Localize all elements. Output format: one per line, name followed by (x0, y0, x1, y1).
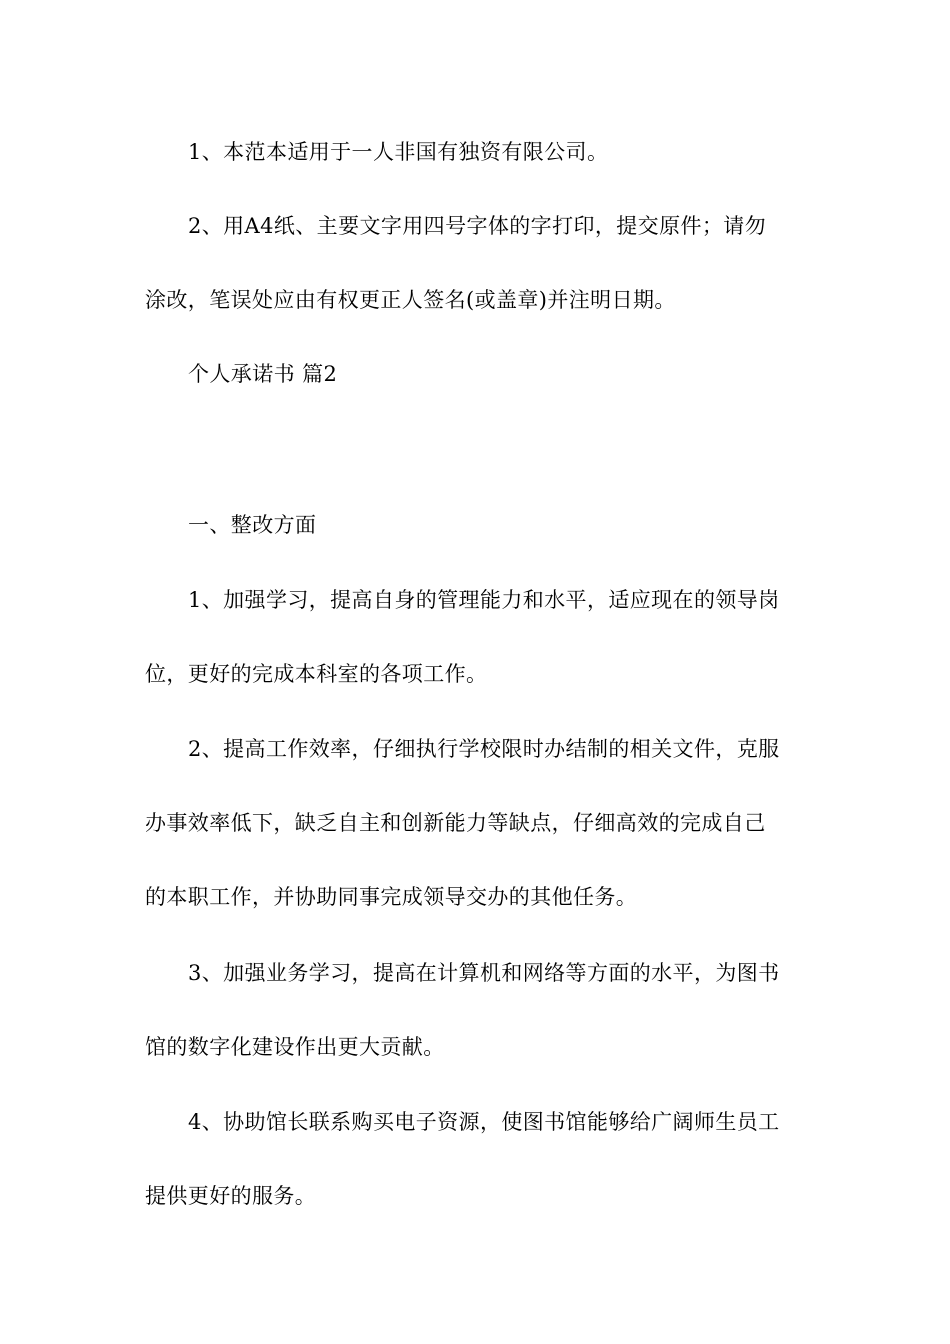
paragraph-scope-note (145, 115, 805, 189)
section-title: 个人承诺书 篇2 (188, 362, 338, 386)
subsection-heading (145, 488, 805, 562)
text-line: 1、本范本适用于一人非国有独资有限公司。 (188, 140, 609, 164)
text-line: 馆的数字化建设作出更大贡献。 (145, 1035, 445, 1059)
paragraph-printing-note (145, 189, 805, 337)
paragraph-item-4 (145, 1085, 805, 1233)
subsection-title: 一、整改方面 (188, 513, 317, 537)
paragraph-item-3 (145, 936, 805, 1084)
text-line: 的本职工作，并协助同事完成领导交办的其他任务。 (145, 885, 638, 909)
paragraph-item-2 (145, 712, 805, 934)
paragraph-item-1 (145, 563, 805, 711)
text-line: 涂改，笔误处应由有权更正人签名(或盖章)并注明日期。 (145, 288, 676, 312)
text-line: 提供更好的服务。 (145, 1184, 317, 1208)
text-line: 1、加强学习，提高自身的管理能力和水平，适应现在的领导岗 (188, 588, 780, 612)
section-heading (145, 337, 805, 411)
text-line: 2、用A4纸、主要文字用四号字体的字打印，提交原件；请勿 (188, 214, 767, 238)
text-line: 办事效率低下，缺乏自主和创新能力等缺点，仔细高效的完成自己 (145, 811, 766, 835)
text-line: 2、提高工作效率，仔细执行学校限时办结制的相关文件，克服 (188, 737, 780, 761)
text-line: 4、协助馆长联系购买电子资源，使图书馆能够给广阔师生员工 (188, 1110, 780, 1134)
text-line: 位，更好的完成本科室的各项工作。 (145, 662, 488, 686)
text-line: 3、加强业务学习，提高在计算机和网络等方面的水平，为图书 (188, 961, 780, 985)
